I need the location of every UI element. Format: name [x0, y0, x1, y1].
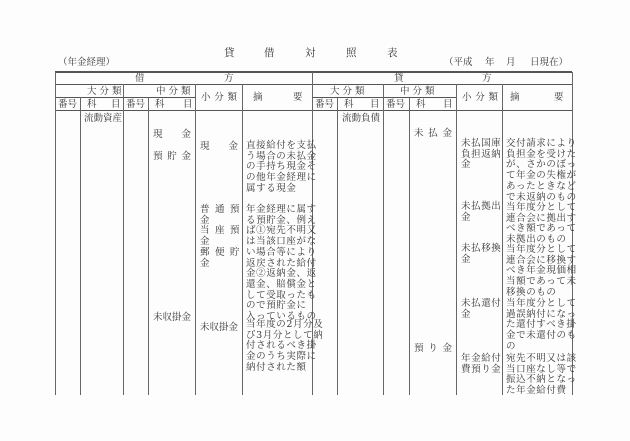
col-divider — [337, 97, 338, 395]
title-char: 貸 — [224, 47, 235, 59]
title-char: 表 — [387, 47, 398, 59]
header-item: 科 — [344, 99, 354, 110]
debit-summary: 直接給付を支払 う場合の未払金 の手持ち現金そ の他年金経理に 属する現金 — [246, 140, 317, 194]
debit-middle-item: 未収掛金 — [153, 312, 192, 323]
credit-middle-item: 未払金 — [414, 128, 452, 139]
header-item: 目 — [443, 99, 453, 110]
debit-major-item: 流動資産 — [84, 113, 123, 124]
header-summary: 摘 — [510, 92, 520, 103]
header-credit: 貸 — [394, 73, 404, 84]
col-divider — [409, 97, 410, 395]
header-item: 科 — [87, 99, 97, 110]
header-item: 目 — [111, 99, 121, 110]
header-major-category: 大 分 類 — [87, 86, 122, 97]
credit-summary: 当年度分として 連合会に移換す べき年金現価相 当額であって未 移換のもの — [506, 244, 577, 298]
header-minor-category: 小分類 — [201, 92, 237, 103]
debit-middle-item: 預貯金 — [153, 151, 191, 162]
header-summary: 要 — [554, 92, 564, 103]
col-divider — [242, 84, 243, 395]
header-number: 番号 — [126, 99, 146, 110]
header-middle-category: 中 分 類 — [156, 86, 191, 97]
credit-summary: 当年度分として 連合会に拠出す べき額であって 未拠出のもの — [506, 202, 577, 246]
credit-minor-item: 未払国庫 負担返納 金 — [461, 138, 502, 171]
header-item: 科 — [155, 99, 165, 110]
col-divider — [80, 97, 81, 395]
title-char: 借 — [264, 47, 275, 59]
title-char: 対 — [305, 47, 316, 59]
debit-summary: 当年度の2月分及 び3月分として納 付されるべき掛 金のうち実際に 納付された額 — [246, 319, 324, 373]
header-item: 目 — [183, 99, 193, 110]
date-month: 月 — [506, 57, 516, 68]
header-debit: 借 — [135, 73, 145, 84]
col-divider — [195, 84, 196, 395]
title-char: 照 — [346, 47, 357, 59]
credit-major-item: 流動負債 — [342, 113, 381, 124]
header-debit: 方 — [224, 73, 234, 84]
credit-summary: 宛先不明又は該 当口座なし等で 振込不納となっ た年金給付費 — [506, 353, 577, 397]
credit-middle-item: 預り金 — [414, 343, 452, 354]
header-middle-category: 中 分 類 — [400, 86, 435, 97]
header-number: 番号 — [58, 99, 78, 110]
credit-minor-item: 未払還付 金 — [461, 298, 502, 320]
col-divider — [148, 97, 149, 395]
credit-summary: 交付請求により 負担金を受けた が、さかのぼっ て年金の失権が あったときなど で未返納のもの — [506, 138, 577, 203]
debit-minor-item: 未収掛金 — [200, 322, 239, 333]
table-top-border — [55, 71, 572, 73]
header-major-category: 大 分 類 — [330, 86, 365, 97]
credit-summary: 当年度分として 過誤納付になっ た還付すべき掛 金で未還付のも の — [506, 298, 577, 352]
date-era: （平成 — [444, 57, 473, 68]
credit-minor-item: 年金給付 費預り金 — [461, 353, 502, 375]
row-divider — [55, 110, 572, 111]
date-year: 年 — [485, 57, 495, 68]
credit-minor-item: 未払拠出 金 — [461, 201, 502, 223]
header-item: 目 — [370, 99, 380, 110]
debit-summary: 年金経理に属す る預貯金、例え ば①宛先不明又 は当該口座がな い場合等により 返戻された給付 金②返納金、返 還金、賠償金と して受取ったも ので預貯金に 入っているもの — [246, 204, 317, 323]
row-divider — [55, 97, 195, 98]
date-day: 日現在） — [530, 57, 569, 68]
header-item: 科 — [416, 99, 426, 110]
header-credit: 方 — [482, 73, 492, 84]
credit-minor-item: 未払移換 金 — [461, 243, 502, 265]
debit-minor-item: 現金 — [200, 141, 238, 152]
entity-label: （年金経理） — [58, 57, 116, 68]
row-divider — [312, 97, 456, 98]
header-minor-category: 小分類 — [462, 92, 498, 103]
row-divider — [55, 84, 572, 85]
header-number: 番号 — [315, 99, 335, 110]
col-divider — [502, 84, 503, 395]
header-summary: 要 — [293, 92, 303, 103]
debit-middle-item: 現金 — [153, 129, 191, 140]
header-summary: 摘 — [253, 92, 263, 103]
col-divider — [123, 84, 124, 395]
col-divider — [456, 84, 457, 395]
header-number: 番号 — [386, 99, 406, 110]
col-divider — [383, 84, 384, 395]
col-divider — [55, 72, 56, 395]
debit-minor-item: 普通預金 当座預金 郵便貯金 — [200, 204, 240, 269]
